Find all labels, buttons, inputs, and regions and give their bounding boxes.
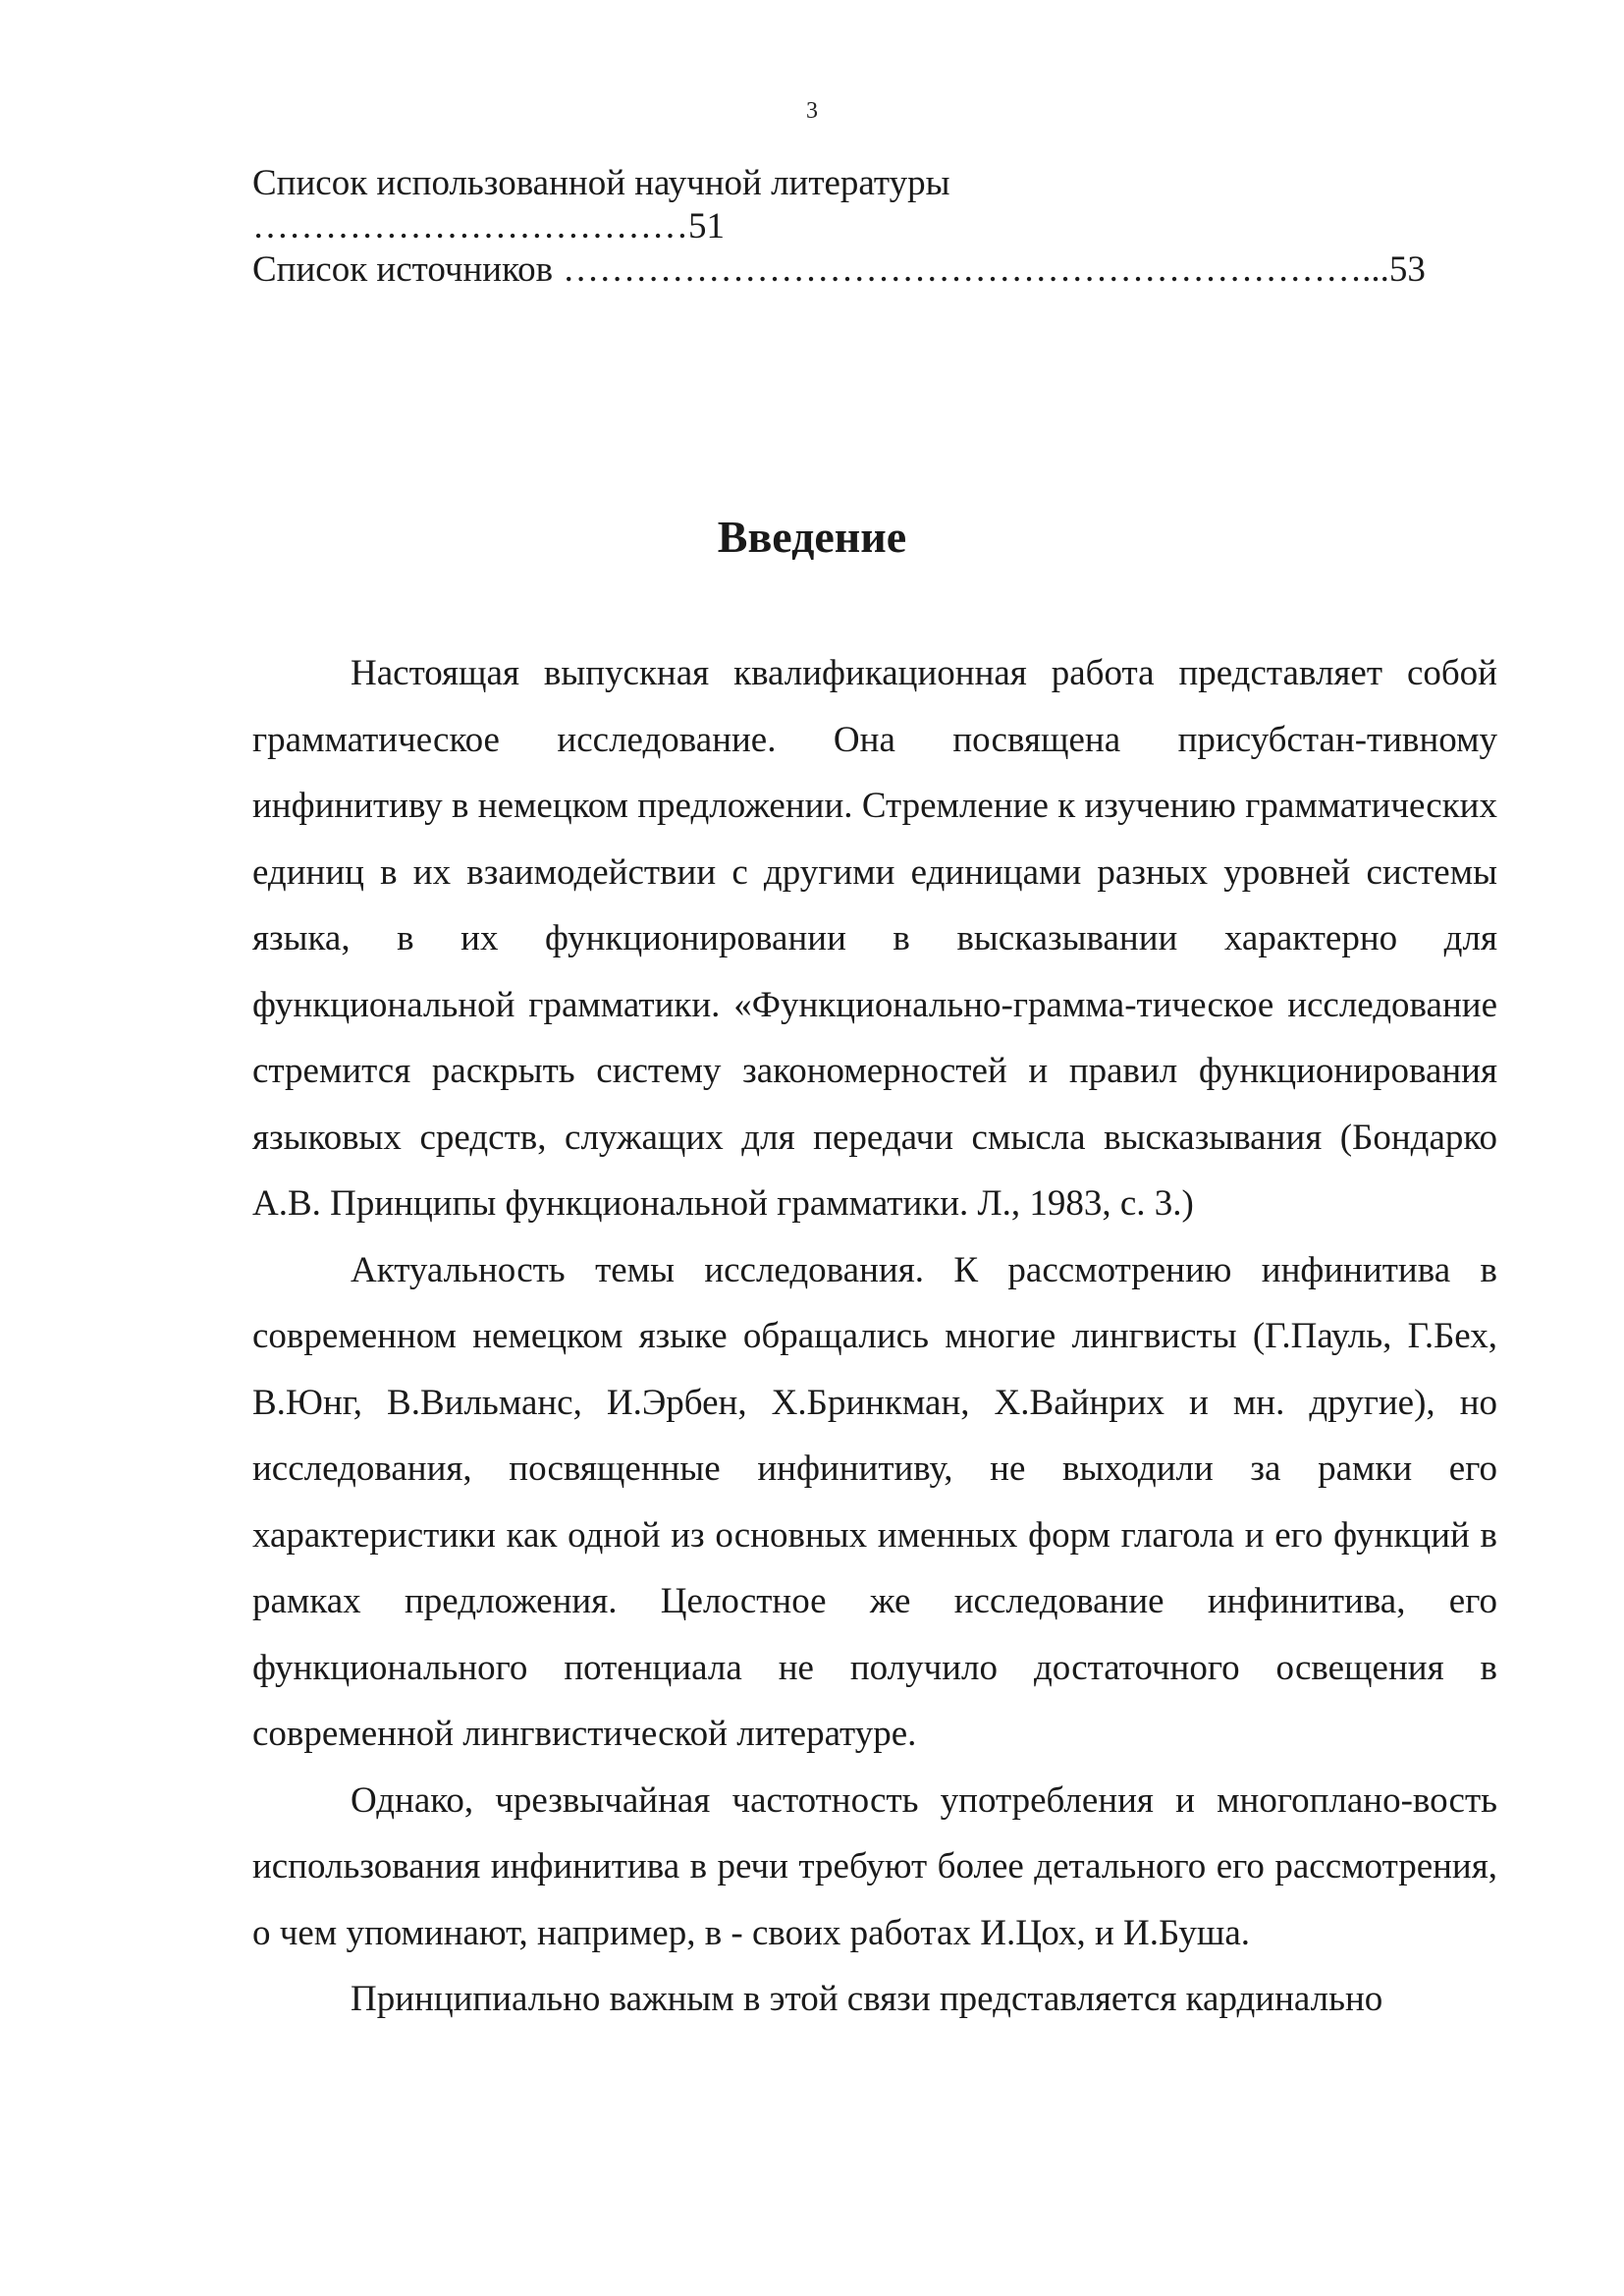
toc-entry-title: Список источников — [252, 249, 554, 290]
paragraph: Однако, чрезвычайная частотность употребления и многоплано-вость использования инфинитива в речи требуют более детального его рассмотрения, о чем упоминают, например, в - своих работах И.Цох, и И.Буша. — [252, 1779, 1497, 1953]
toc-entry-leader: …………………………………………………………...53 — [563, 249, 1426, 290]
section-heading: Введение — [717, 512, 907, 562]
table-of-contents — [252, 162, 1497, 292]
page-number: 3 — [806, 98, 818, 124]
toc-entry-leader: ………………………………51 — [252, 206, 725, 246]
toc-entry-title: Список использованной научной литературы — [252, 163, 950, 203]
paragraph: Принципиально важным в этой связи представляется кардинально — [351, 1979, 1383, 2019]
body-text — [252, 640, 1497, 2033]
toc-entry — [252, 248, 1497, 292]
paragraph: Актуальность темы исследования. К рассмотрению инфинитива в современном немецком языке обращались многие лингвисты (Г.Пауль, Г.Бех, В.Юнг, В.Вильманс, И.Эрбен, Х.Бринкман, Х.Вайнрих и мн. другие), но исследования, посвященные инфинитиву, не выходили за рамки его характеристики как одной из основных именных форм глагола и его функций в рамках предложения. Целостное же исследование инфинитива, его функционального потенциала не получило достаточного освещения в современной лингвистической литературе. — [252, 1249, 1497, 1754]
paragraph: Настоящая выпускная квалификационная работа представляет собой грамматическое исследование. Она посвящена присубстан-тивному инфинитиву в немецком предложении. Стремление к изучению грамматических единиц в их взаимодействии с другими единицами разных уровней системы языка, в их функционировании в высказывании характерно для функциональной грамматики. «Функционально-граммa-тическое исследование стремится раскрыть систему закономерностей и правил функционирования языковых средств, служащих для передачи смысла высказывания (Бондарко А.В. Принципы функциональной грамматики. Л., 1983, с. 3.) — [252, 653, 1497, 1224]
